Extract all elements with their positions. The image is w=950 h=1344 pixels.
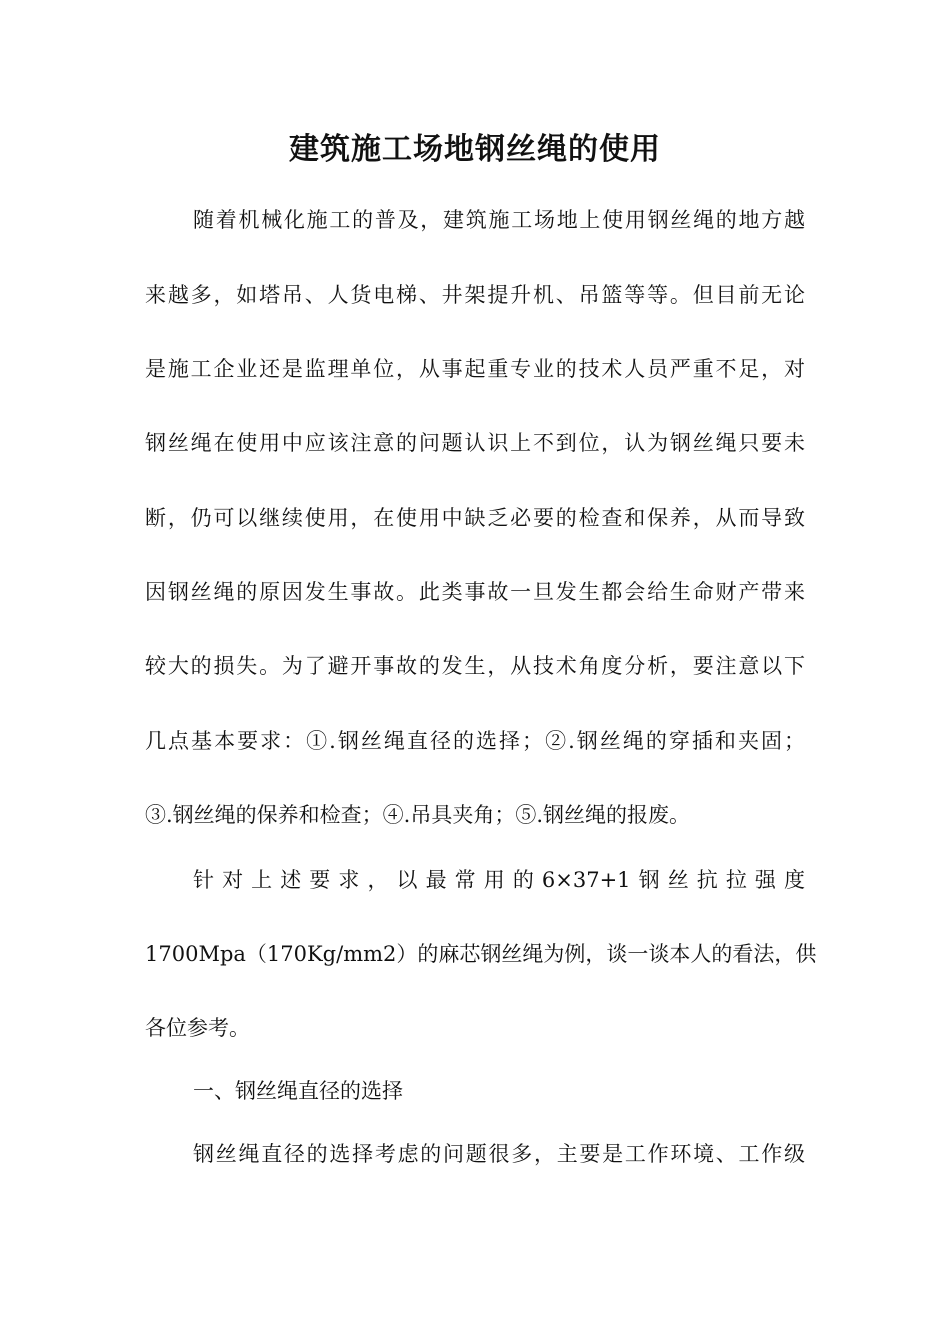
paragraph-line: 来越多，如塔吊、人货电梯、井架提升机、吊篮等等。但目前无论 [145,283,805,307]
paragraph-line: 几点基本要求：①.钢丝绳直径的选择；②.钢丝绳的穿插和夹固； [145,729,805,753]
paragraph-line: ③.钢丝绳的保养和检查；④.吊具夹角；⑤.钢丝绳的报废。 [145,803,691,827]
section-heading: 一、钢丝绳直径的选择 [193,1079,403,1103]
paragraph-line: 随着机械化施工的普及，建筑施工场地上使用钢丝绳的地方越 [193,208,805,232]
paragraph-line: 钢丝绳直径的选择考虑的问题很多，主要是工作环境、工作级 [193,1142,805,1166]
paragraph-line: 断，仍可以继续使用，在使用中缺乏必要的检查和保养，从而导致 [145,506,805,530]
paragraph-line: 较大的损失。为了避开事故的发生，从技术角度分析，要注意以下 [145,654,805,678]
paragraph-line: 是施工企业还是监理单位，从事起重专业的技术人员严重不足，对 [145,357,805,381]
document-title: 建筑施工场地钢丝绳的使用 [289,132,661,167]
paragraph-line: 钢丝绳在使用中应该注意的问题认识上不到位，认为钢丝绳只要未 [145,431,805,455]
paragraph-line: 针对上述要求，以最常用的6×37+1钢丝抗拉强度 [193,868,805,892]
paragraph-line: 因钢丝绳的原因发生事故。此类事故一旦发生都会给生命财产带来 [145,580,805,604]
paragraph-line: 各位参考。 [145,1016,250,1040]
paragraph-line: 1700Mpa（170Kg/mm2）的麻芯钢丝绳为例，谈一谈本人的看法，供 [145,942,817,966]
